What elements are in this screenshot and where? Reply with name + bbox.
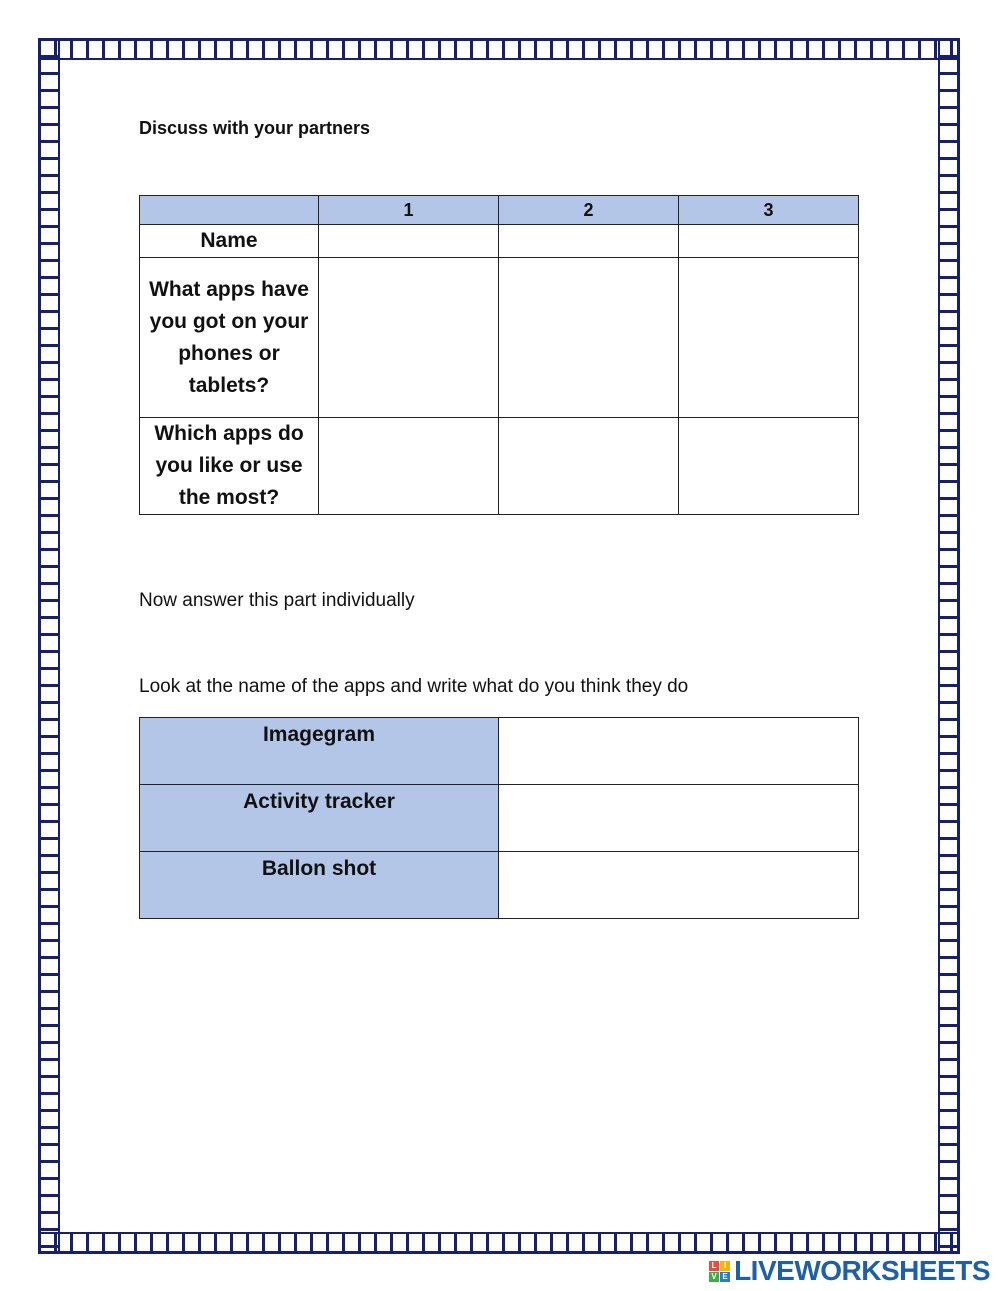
border-bottom [38, 1232, 960, 1254]
row-label-name: Name [140, 225, 319, 258]
answer-cell[interactable] [499, 258, 679, 418]
individual-heading: Now answer this part individually [139, 590, 415, 611]
answer-cell[interactable] [319, 418, 499, 515]
row-label-apps-favorite: Which apps do you like or use the most? [140, 418, 319, 515]
answer-cell[interactable] [679, 418, 859, 515]
logo-letter: V [709, 1272, 719, 1282]
answer-cell[interactable] [679, 258, 859, 418]
header-col-2: 2 [499, 196, 679, 225]
logo-letter: E [720, 1272, 730, 1282]
border-right [938, 38, 960, 1254]
row-label-apps-owned: What apps have you got on your phones or tablets? [140, 258, 319, 418]
apps-table [139, 717, 859, 919]
answer-cell[interactable] [499, 718, 859, 785]
table-row [140, 785, 859, 852]
partners-table [139, 195, 859, 515]
header-col-1: 1 [319, 196, 499, 225]
answer-cell[interactable] [499, 225, 679, 258]
logo-mark-icon [709, 1261, 730, 1282]
answer-cell[interactable] [319, 258, 499, 418]
liveworksheets-logo [709, 1256, 990, 1286]
answer-cell[interactable] [499, 785, 859, 852]
discuss-heading: Discuss with your partners [139, 118, 371, 138]
logo-text: LIVEWORKSHEETS [734, 1255, 990, 1286]
app-name-activity-tracker: Activity tracker [140, 785, 499, 852]
table-row [140, 718, 859, 785]
logo-letter: L [709, 1261, 719, 1271]
answer-cell[interactable] [679, 225, 859, 258]
app-name-imagegram: Imagegram [140, 718, 499, 785]
table-row [140, 225, 859, 258]
table-row [140, 258, 859, 418]
logo-letter: I [720, 1261, 730, 1271]
table-row [140, 418, 859, 515]
answer-cell[interactable] [499, 852, 859, 919]
header-corner [140, 196, 319, 225]
answer-cell[interactable] [319, 225, 499, 258]
header-col-3: 3 [679, 196, 859, 225]
app-name-ballon-shot: Ballon shot [140, 852, 499, 919]
instruction-text: Look at the name of the apps and write what do you think they do [139, 676, 689, 697]
answer-cell[interactable] [499, 418, 679, 515]
border-left [38, 38, 60, 1254]
border-top [38, 38, 960, 60]
table-row [140, 852, 859, 919]
table-header-row [140, 196, 859, 225]
